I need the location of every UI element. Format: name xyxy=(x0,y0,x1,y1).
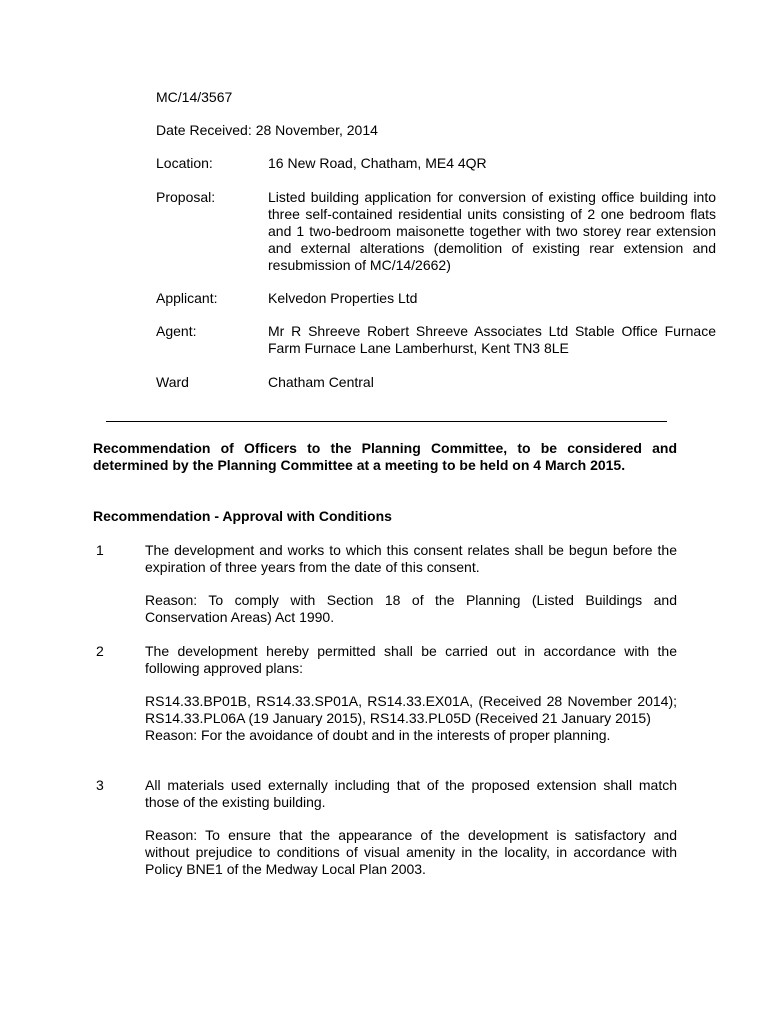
location-field xyxy=(156,155,716,172)
condition-3 xyxy=(93,777,677,878)
condition-approved-plans: RS14.33.BP01B, RS14.33.SP01A, RS14.33.EX01A, (Received 28 November 2014); RS14.33.PL06A (19 January 2015), RS14.33.PL05D (Received 21 January 2015) xyxy=(145,693,677,726)
condition-number: 1 xyxy=(96,542,104,558)
agent-label: Agent: xyxy=(156,323,197,339)
ward-field xyxy=(156,374,716,391)
date-received-value: 28 November, 2014 xyxy=(255,122,378,138)
condition-text: The development and works to which this consent relates shall be begun before the expiration of three years from the date of this consent. xyxy=(145,542,677,575)
applicant-value: Kelvedon Properties Ltd xyxy=(268,290,418,306)
section-divider xyxy=(106,421,667,422)
application-reference: MC/14/3567 xyxy=(156,89,233,105)
applicant-field xyxy=(156,290,716,307)
date-received-label: Date Received: xyxy=(156,122,252,138)
applicant-label: Applicant: xyxy=(156,290,218,306)
condition-text: The development hereby permitted shall be carried out in accordance with the following approved plans: xyxy=(145,643,677,676)
ward-label: Ward xyxy=(156,374,189,390)
condition-number: 2 xyxy=(96,643,104,659)
location-value: 16 New Road, Chatham, ME4 4QR xyxy=(268,155,487,171)
condition-reason: Reason: For the avoidance of doubt and in the interests of proper planning. xyxy=(145,727,611,743)
condition-text: All materials used externally including that of the proposed extension shall match those of the existing building. xyxy=(145,777,677,810)
condition-reason: Reason: To comply with Section 18 of the Planning (Listed Buildings and Conservation Areas) Act 1990. xyxy=(145,592,677,625)
condition-reason: Reason: To ensure that the appearance of the development is satisfactory and without prejudice to conditions of visual amenity in the locality, in accordance with Policy BNE1 of the Medway Local Plan 2003. xyxy=(145,827,677,877)
location-label: Location: xyxy=(156,155,213,171)
recommendation-heading: Recommendation - Approval with Conditions xyxy=(93,508,392,524)
ward-value: Chatham Central xyxy=(268,374,374,390)
agent-field xyxy=(156,323,716,357)
recommendation-title: Recommendation of Officers to the Planning Committee, to be considered and determined by the Planning Committee at a meeting to be held on 4 March 2015. xyxy=(93,440,677,473)
date-received-field xyxy=(156,122,716,139)
proposal-field xyxy=(156,189,716,274)
condition-1 xyxy=(93,542,677,626)
proposal-label: Proposal: xyxy=(156,189,216,205)
agent-value: Mr R Shreeve Robert Shreeve Associates Ltd Stable Office Furnace Farm Furnace Lane Lamberhurst, Kent TN3 8LE xyxy=(268,323,716,356)
condition-number: 3 xyxy=(96,777,104,793)
condition-2 xyxy=(93,643,677,744)
proposal-value: Listed building application for conversion of existing office building into three self-contained residential units consisting of 2 one bedroom flats and 1 two-bedroom maisonette together with two storey rear extension and external alterations (demolition of existing rear extension and resubmission of MC/14/2662) xyxy=(268,189,716,273)
